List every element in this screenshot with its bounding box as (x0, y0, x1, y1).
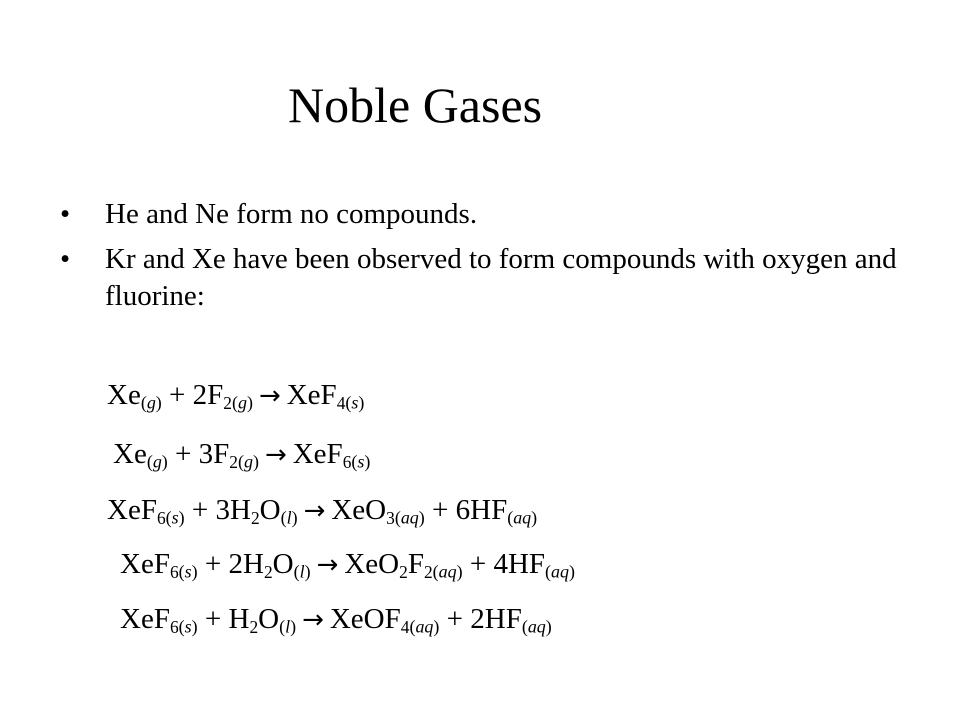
state-label (238, 451, 259, 471)
paren: ) (246, 392, 253, 413)
subscript: 2 (229, 451, 238, 472)
subscript: 3 (386, 507, 395, 528)
formula-part: HF (470, 494, 508, 526)
plus-sign: + (462, 548, 494, 580)
formula-part: H (229, 494, 251, 526)
chemical-species (193, 379, 253, 411)
paren: ) (545, 616, 552, 637)
state-symbol: s (184, 561, 192, 582)
paren: ( (140, 392, 147, 413)
state-label (433, 561, 463, 581)
paren: ) (161, 451, 168, 472)
coefficient: 2 (192, 379, 208, 411)
state-symbol: l (286, 507, 292, 528)
bullet-text: Kr and Xe have been observed to form compounds with oxygen and fluorine: (105, 243, 897, 312)
paren: ) (456, 561, 463, 582)
paren: ( (432, 561, 439, 582)
subscript: 4 (336, 392, 346, 413)
paren: ( (280, 507, 287, 528)
state-symbol: aq (438, 561, 457, 582)
chemical-species (107, 494, 185, 526)
reaction-arrow-icon: → (302, 605, 324, 635)
formula-part: Xe (107, 379, 141, 411)
coefficient: 2 (470, 603, 485, 635)
chemical-species (228, 603, 296, 635)
state-label (409, 616, 439, 636)
chemical-species (330, 603, 440, 635)
chemical-species (493, 548, 575, 580)
subscript: 2 (423, 561, 433, 582)
subscript: 2 (249, 616, 259, 637)
paren: ) (291, 507, 298, 528)
state-symbol: g (237, 392, 247, 413)
state-label (294, 561, 311, 581)
paren: ( (237, 451, 244, 472)
subscript: 4 (400, 616, 410, 637)
formula-part: XeF (120, 548, 170, 580)
chemical-species (287, 379, 365, 411)
paren: ) (155, 392, 162, 413)
subscript: 6 (342, 451, 352, 472)
reaction-equation (120, 546, 575, 583)
formula-part: HF (507, 548, 546, 580)
subscript: 6 (169, 616, 179, 637)
paren: ( (279, 616, 286, 637)
formula-part: F (213, 438, 230, 470)
chemical-species (456, 494, 538, 526)
state-label (179, 561, 198, 581)
paren: ( (178, 561, 185, 582)
state-symbol: aq (415, 616, 434, 637)
state-symbol: s (184, 616, 192, 637)
formula-part: XeO (331, 494, 387, 526)
paren: ( (178, 616, 185, 637)
chemical-species (344, 548, 462, 580)
state-label (522, 616, 552, 636)
formula-part: XeO (344, 548, 400, 580)
paren: ) (433, 616, 440, 637)
subscript: 2 (223, 392, 232, 413)
coefficient: 3 (215, 494, 230, 526)
formula-part: Xe (113, 438, 147, 470)
paren: ( (351, 451, 358, 472)
formula-part: O (258, 603, 280, 635)
paren: ) (364, 451, 371, 472)
subscript: 6 (169, 561, 179, 582)
state-symbol: s (171, 507, 179, 528)
formula-part: H (228, 603, 250, 635)
paren: ( (545, 561, 552, 582)
chemical-species (228, 548, 310, 580)
formula-part: O (259, 494, 281, 526)
subscript: 2 (399, 561, 408, 582)
plus-sign: + (439, 603, 471, 635)
paren: ) (252, 451, 259, 472)
paren: ) (290, 616, 297, 637)
reaction-equation (113, 436, 370, 473)
state-label (545, 561, 575, 581)
state-symbol: s (357, 451, 365, 472)
state-symbol: g (146, 392, 156, 413)
state-label (279, 616, 296, 636)
chemical-species (107, 379, 162, 411)
coefficient: 6 (455, 494, 471, 526)
formula-part: XeF (107, 494, 157, 526)
state-label (507, 507, 537, 527)
bullet-text: He and Ne form no compounds. (105, 198, 478, 230)
paren: ) (418, 507, 425, 528)
formula-part: XeF (120, 603, 170, 635)
paren: ( (293, 561, 300, 582)
plus-sign: + (197, 603, 229, 635)
formula-part: F (407, 548, 424, 580)
bullet-dot: • (60, 243, 71, 275)
paren: ) (191, 561, 198, 582)
coefficient: 2 (228, 548, 243, 580)
state-label (232, 392, 253, 412)
state-symbol: aq (527, 616, 546, 637)
formula-part: XeOF (329, 603, 401, 635)
paren: ) (304, 561, 311, 582)
paren: ) (531, 507, 538, 528)
bullet-list (60, 196, 920, 323)
state-label (141, 392, 162, 412)
plus-sign: + (424, 494, 456, 526)
subscript: 2 (250, 507, 260, 528)
paren: ( (394, 507, 401, 528)
state-symbol: l (285, 616, 291, 637)
paren: ( (507, 507, 514, 528)
bullet-item (60, 196, 920, 233)
subscript: 6 (156, 507, 166, 528)
reaction-equation (107, 492, 537, 529)
chemical-species (331, 494, 424, 526)
chemical-species (120, 603, 198, 635)
plus-sign: + (167, 438, 199, 470)
paren: ) (569, 561, 575, 582)
paren: ( (409, 616, 416, 637)
paren: ( (146, 451, 153, 472)
paren: ( (165, 507, 172, 528)
formula-part: HF (484, 603, 522, 635)
reaction-arrow-icon: → (316, 550, 339, 580)
coefficient: 4 (493, 548, 508, 580)
state-label (351, 451, 370, 471)
coefficient: 3 (198, 438, 214, 470)
state-symbol: aq (513, 507, 532, 528)
chemical-species (293, 438, 371, 470)
formula-part: O (272, 548, 294, 580)
chemical-species (215, 494, 297, 526)
state-symbol: s (351, 392, 359, 413)
formula-part: H (242, 548, 264, 580)
state-label (179, 616, 198, 636)
subscript: 2 (263, 561, 273, 582)
plus-sign: + (161, 379, 193, 411)
state-symbol: aq (400, 507, 419, 528)
chemical-species (113, 438, 168, 470)
formula-part: XeF (286, 379, 337, 411)
paren: ( (231, 392, 238, 413)
slide-title: Noble Gases (288, 77, 543, 133)
paren: ( (345, 392, 352, 413)
chemical-species (199, 438, 259, 470)
formula-part: F (207, 379, 224, 411)
formula-part: XeF (292, 438, 343, 470)
paren: ) (358, 392, 365, 413)
state-symbol: g (152, 451, 162, 472)
bullet-dot: • (60, 198, 71, 230)
reaction-arrow-icon: → (258, 381, 281, 411)
state-label (147, 451, 168, 471)
reaction-arrow-icon: → (303, 496, 326, 526)
state-symbol: l (299, 561, 305, 582)
paren: ) (178, 507, 185, 528)
bullet-item (60, 241, 920, 315)
reaction-equation (120, 601, 552, 638)
state-label (395, 507, 425, 527)
chemical-species (120, 548, 198, 580)
reaction-arrow-icon: → (264, 440, 287, 470)
state-label (345, 392, 364, 412)
state-label (281, 507, 298, 527)
paren: ( (521, 616, 528, 637)
state-symbol: g (243, 451, 253, 472)
state-symbol: aq (551, 561, 569, 582)
plus-sign: + (184, 494, 216, 526)
chemical-species (470, 603, 552, 635)
state-label (166, 507, 185, 527)
plus-sign: + (197, 548, 229, 580)
paren: ) (191, 616, 198, 637)
reaction-equation (107, 377, 364, 414)
